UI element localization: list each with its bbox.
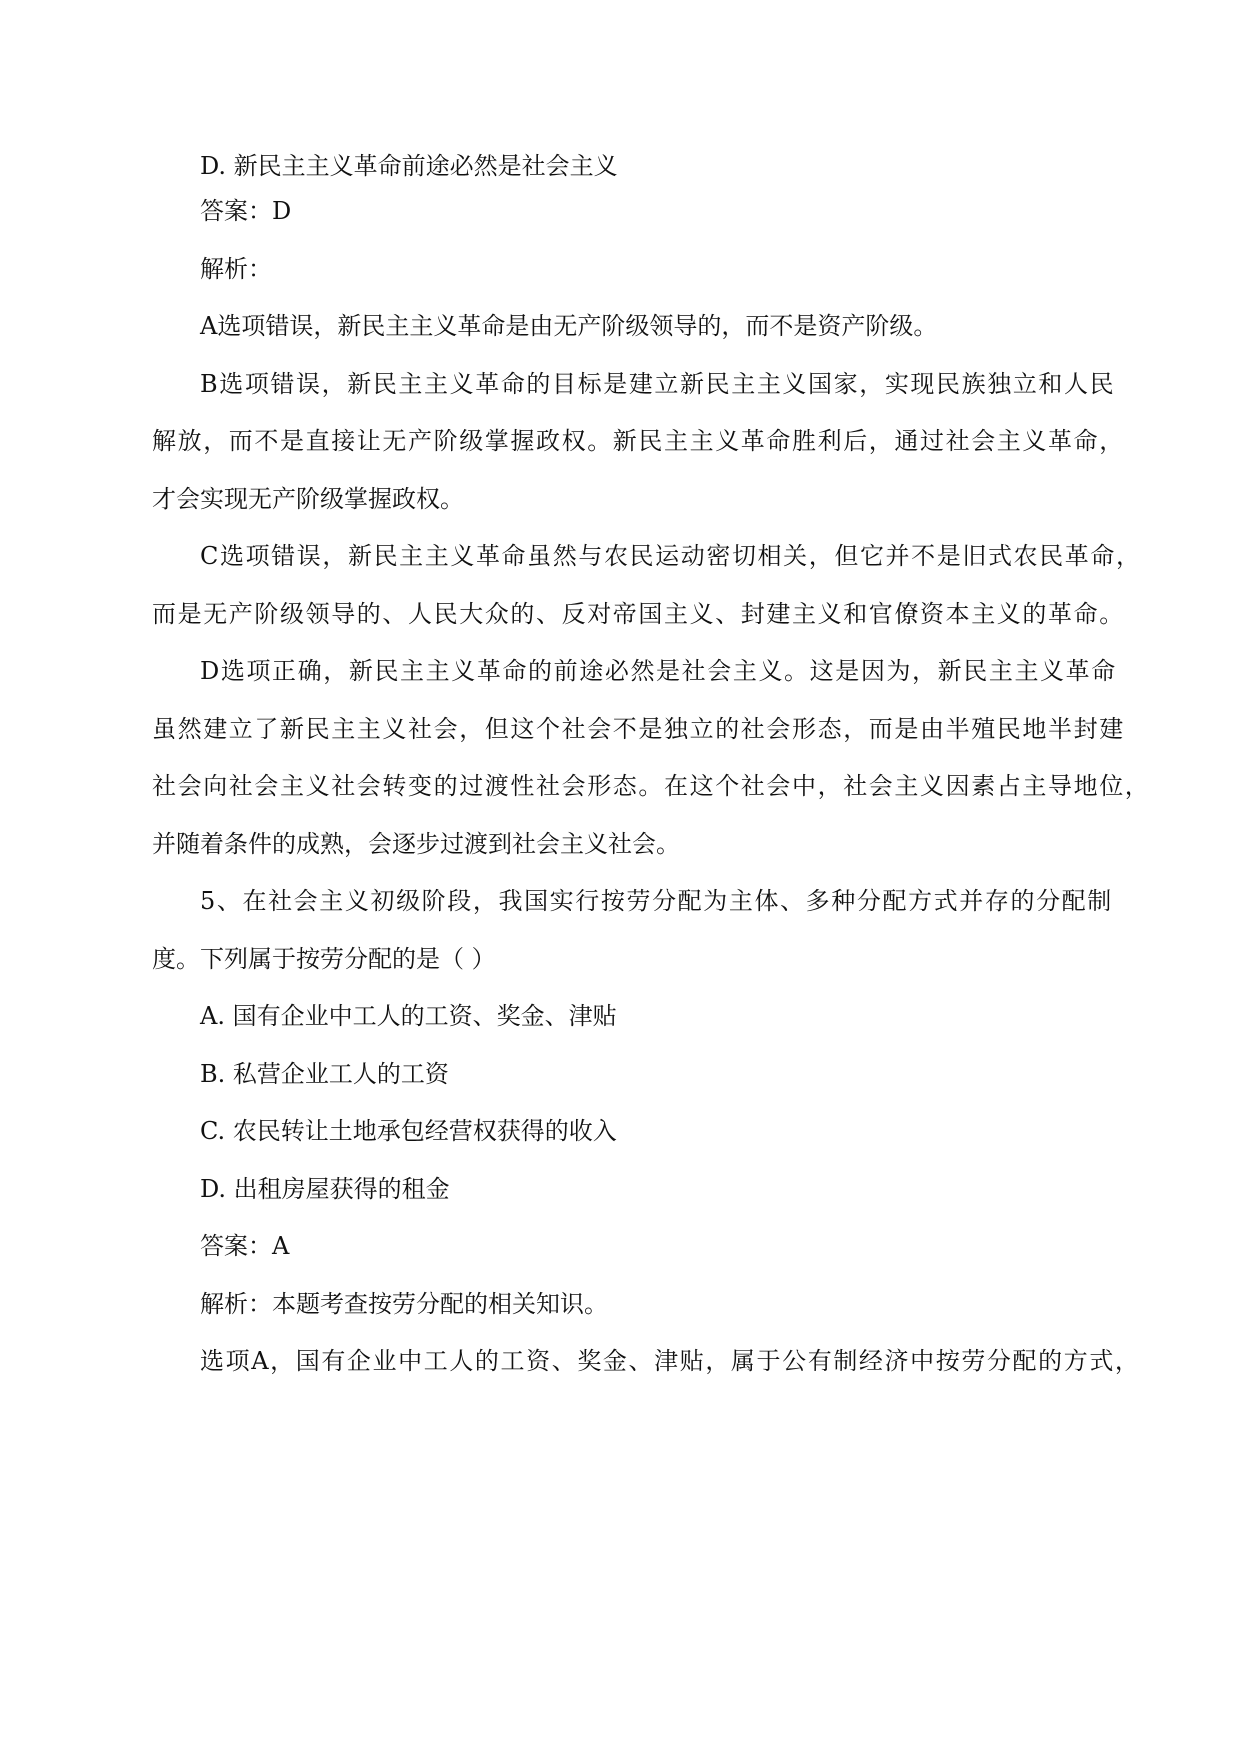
analysis-option-a: A选项错误，新民主主义革命是由无产阶级领导的，而不是资产阶级。 [200, 312, 938, 340]
analysis-option-c-line-2: 而是无产阶级领导的、人民大众的、反对帝国主义、封建主义和官僚资本主义的革命。 [152, 600, 1125, 628]
analysis-option-b-line-3: 才会实现无产阶级掌握政权。 [152, 485, 464, 513]
analysis-heading: 解析： [200, 255, 272, 283]
question-5-analysis-heading: 解析：本题考查按劳分配的相关知识。 [200, 1290, 608, 1318]
question-5-analysis-option-a: 选项A，国有企业中工人的工资、奖金、津贴，属于公有制经济中按劳分配的方式， [200, 1347, 1141, 1375]
question-5-line-2: 度。下列属于按劳分配的是（ ） [152, 945, 496, 973]
analysis-option-b-line-1: B选项错误，新民主主义革命的目标是建立新民主主义国家，实现民族独立和人民 [200, 370, 1116, 398]
question-5-option-a: A. 国有企业中工人的工资、奖金、津贴 [200, 1002, 617, 1030]
question-5-answer: 答案：A [200, 1232, 290, 1260]
analysis-option-d-line-3: 社会向社会主义社会转变的过渡性社会形态。在这个社会中，社会主义因素占主导地位， [152, 772, 1151, 800]
question-5-line-1: 5、在社会主义初级阶段，我国实行按劳分配为主体、多种分配方式并存的分配制 [200, 887, 1113, 915]
answer-previous-question: 答案：D [200, 197, 292, 225]
analysis-option-d-line-4: 并随着条件的成熟，会逐步过渡到社会主义社会。 [152, 830, 680, 858]
question-5-option-b: B. 私营企业工人的工资 [200, 1060, 449, 1088]
analysis-option-c-line-1: C选项错误，新民主主义革命虽然与农民运动密切相关，但它并不是旧式农民革命， [200, 542, 1142, 570]
option-d-previous-question: D. 新民主主义革命前途必然是社会主义 [200, 152, 618, 180]
analysis-option-d-line-2: 虽然建立了新民主主义社会，但这个社会不是独立的社会形态，而是由半殖民地半封建 [152, 715, 1125, 743]
analysis-option-d-line-1: D选项正确，新民主主义革命的前途必然是社会主义。这是因为，新民主主义革命 [200, 657, 1117, 685]
question-5-option-c: C. 农民转让土地承包经营权获得的收入 [200, 1117, 617, 1145]
question-5-option-d: D. 出租房屋获得的租金 [200, 1175, 450, 1203]
analysis-option-b-line-2: 解放，而不是直接让无产阶级掌握政权。新民主主义革命胜利后，通过社会主义革命， [152, 427, 1125, 455]
